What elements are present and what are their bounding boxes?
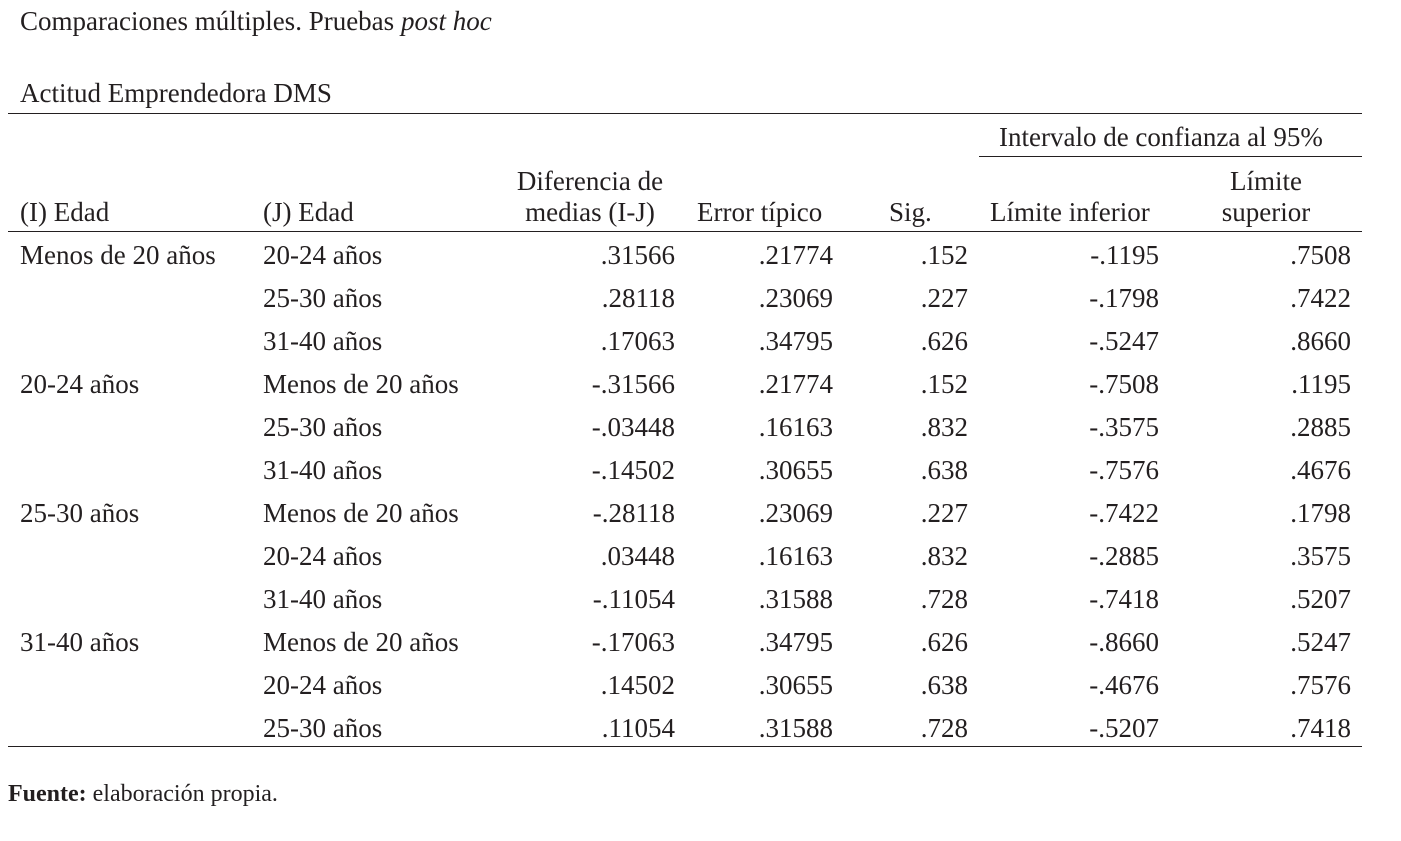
cell-diff: -.17063 (591, 627, 675, 657)
top-rule (8, 113, 1362, 114)
cell-lower: -.4676 (1089, 670, 1159, 700)
cell-j-edad: 20-24 años (263, 670, 383, 700)
cell-i-edad: Menos de 20 años (20, 240, 216, 270)
cell-diff: -.03448 (591, 412, 675, 442)
cell-j-edad: Menos de 20 años (263, 369, 459, 399)
footnote-label: Fuente: (8, 781, 87, 807)
cell-error: .16163 (758, 541, 833, 571)
cell-i-edad: 20-24 años (20, 369, 140, 399)
header-rule (8, 231, 1362, 232)
cell-sig: .152 (920, 369, 968, 399)
footnote-text: elaboración propia. (86, 781, 278, 807)
cell-sig: .832 (920, 541, 968, 571)
cell-error: .30655 (758, 455, 833, 485)
cell-error: .23069 (758, 498, 833, 528)
cell-error: .34795 (758, 326, 833, 356)
cell-upper: .2885 (1290, 412, 1351, 442)
cell-upper: .8660 (1290, 326, 1351, 356)
cell-sig: .227 (920, 498, 968, 528)
cell-diff: .31566 (600, 240, 675, 270)
cell-sig: .832 (920, 412, 968, 442)
cell-i-edad: 31-40 años (20, 627, 140, 657)
cell-lower: -.5247 (1089, 326, 1159, 356)
cell-error: .16163 (758, 412, 833, 442)
cell-j-edad: 20-24 años (263, 240, 383, 270)
cell-sig: .227 (920, 283, 968, 313)
table-title-italic: post hoc (400, 6, 492, 36)
cell-upper: .7422 (1290, 283, 1351, 313)
header-diff-line2: medias (I-J) (525, 197, 655, 227)
cell-upper: .4676 (1290, 455, 1351, 485)
cell-lower: -.3575 (1089, 412, 1159, 442)
cell-j-edad: 25-30 años (263, 283, 383, 313)
bottom-rule (8, 746, 1362, 747)
cell-upper: .1798 (1290, 498, 1351, 528)
cell-upper: .1195 (1291, 369, 1351, 399)
table-subtitle: Actitud Emprendedora DMS (20, 78, 332, 108)
cell-diff: -.28118 (592, 498, 675, 528)
cell-sig: .638 (920, 670, 968, 700)
cell-j-edad: 25-30 años (263, 713, 383, 743)
cell-lower: -.2885 (1089, 541, 1159, 571)
footnote (8, 781, 278, 808)
cell-diff: .03448 (600, 541, 675, 571)
cell-j-edad: 31-40 años (263, 455, 383, 485)
cell-diff: .28118 (601, 283, 675, 313)
cell-diff: .17063 (600, 326, 675, 356)
cell-sig: .152 (920, 240, 968, 270)
cell-lower: -.1798 (1089, 283, 1159, 313)
header-diff-line1: Diferencia de (516, 166, 664, 196)
header-error: Error típico (697, 197, 823, 227)
cell-sig: .626 (920, 326, 968, 356)
cell-j-edad: Menos de 20 años (263, 498, 459, 528)
cell-error: .34795 (758, 627, 833, 657)
cell-lower: -.7576 (1089, 455, 1159, 485)
cell-j-edad: 31-40 años (263, 584, 383, 614)
cell-sig: .728 (920, 584, 968, 614)
cell-i-edad: 25-30 años (20, 498, 140, 528)
cell-j-edad: 20-24 años (263, 541, 383, 571)
cell-upper: .5207 (1290, 584, 1351, 614)
header-i-edad: (I) Edad (20, 197, 110, 227)
cell-upper: .7508 (1290, 240, 1351, 270)
cell-diff: .14502 (600, 670, 675, 700)
cell-error: .31588 (758, 713, 833, 743)
cell-lower: -.1195 (1090, 240, 1159, 270)
header-upper-line1: Límite (1230, 166, 1302, 196)
cell-upper: .7418 (1290, 713, 1351, 743)
cell-lower: -.7422 (1089, 498, 1159, 528)
cell-j-edad: 31-40 años (263, 326, 383, 356)
cell-upper: .3575 (1290, 541, 1351, 571)
cell-error: .30655 (758, 670, 833, 700)
cell-error: .21774 (758, 369, 833, 399)
cell-lower: -.7508 (1089, 369, 1159, 399)
cell-upper: .5247 (1290, 627, 1351, 657)
cell-lower: -.5207 (1089, 713, 1159, 743)
ci-group-rule (979, 156, 1362, 157)
cell-error: .23069 (758, 283, 833, 313)
cell-error: .31588 (758, 584, 833, 614)
cell-j-edad: 25-30 años (263, 412, 383, 442)
table-title (20, 6, 492, 37)
cell-j-edad: Menos de 20 años (263, 627, 459, 657)
header-sig: Sig. (889, 197, 932, 227)
cell-diff: -.31566 (591, 369, 675, 399)
header-j-edad: (J) Edad (263, 197, 354, 227)
cell-lower: -.7418 (1089, 584, 1159, 614)
cell-diff: -.11054 (592, 584, 675, 614)
header-upper-line2: superior (1221, 197, 1311, 227)
cell-sig: .626 (920, 627, 968, 657)
cell-sig: .728 (920, 713, 968, 743)
cell-diff: -.14502 (591, 455, 675, 485)
table-title-prefix: Comparaciones múltiples. Pruebas (20, 6, 401, 36)
cell-diff: .11054 (601, 713, 675, 743)
cell-lower: -.8660 (1089, 627, 1159, 657)
cell-upper: .7576 (1290, 670, 1351, 700)
cell-error: .21774 (758, 240, 833, 270)
header-lower: Límite inferior (990, 197, 1150, 227)
cell-sig: .638 (920, 455, 968, 485)
header-ci-group: Intervalo de confianza al 95% (999, 122, 1323, 152)
